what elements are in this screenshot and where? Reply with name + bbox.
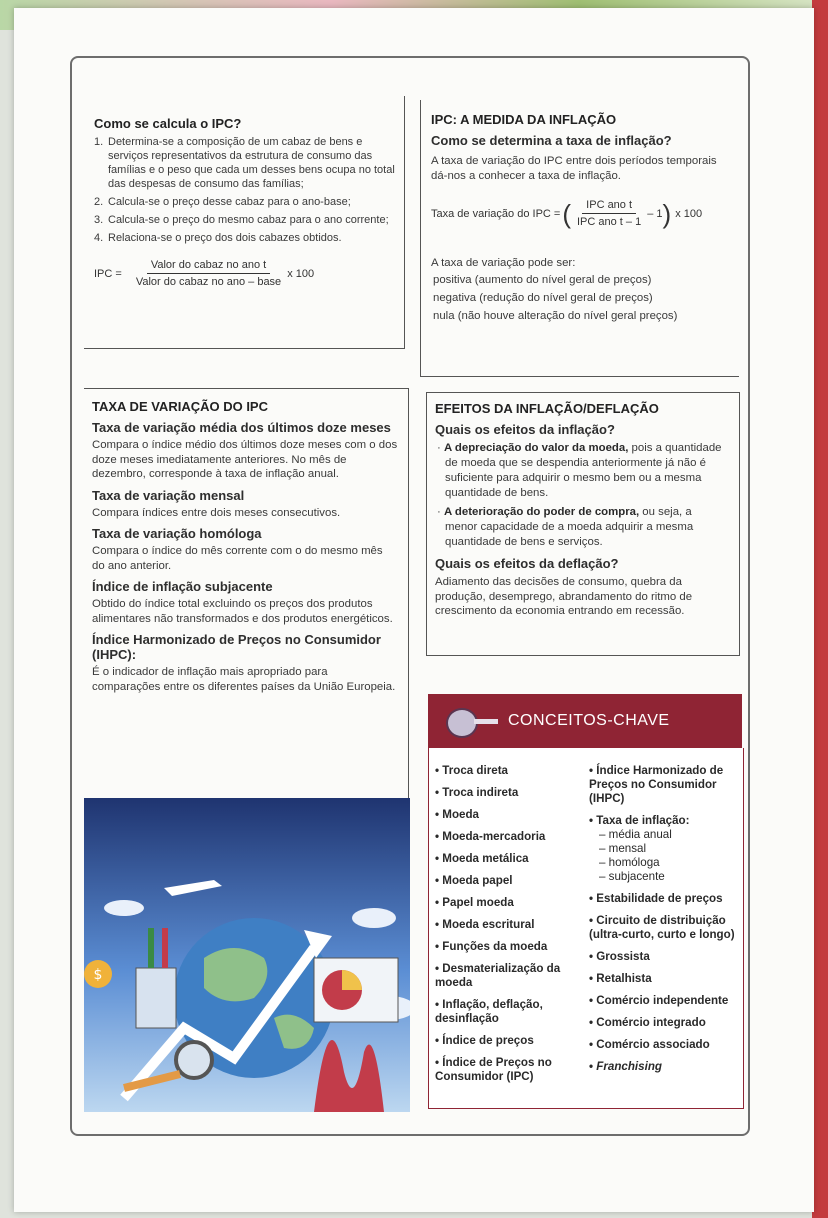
conceito-label: Comércio associado (596, 1038, 710, 1051)
conceito-item (589, 1060, 741, 1074)
conceito-label: Comércio independente (596, 994, 729, 1007)
ipc-denominator: Valor do cabaz no ano – base (135, 276, 282, 288)
calc-title: Como se calcula o IPC? (94, 116, 242, 131)
inflation-denominator: IPC ano t – 1 (577, 216, 642, 228)
cloud-icon (104, 900, 144, 916)
background-binder (812, 0, 828, 1218)
conceitos-header (428, 694, 742, 748)
calc-step-text: Determina-se a composição de um cabaz de bens e serviços representativos da estrutura de consumo das famílias e o peso que cada um desses bens ocupa no total das despesas de consumo das famílias; (108, 136, 395, 190)
illustration-svg (84, 798, 410, 1112)
conceito-subitem: – homóloga (599, 856, 660, 869)
taxa-block-heading: Índice Harmonizado de Preços no Consumidor (IHPC): (92, 632, 381, 662)
bullet-icon: • (589, 764, 597, 777)
taxa-block-text: É o indicador de inflação mais apropriado para comparações entre os diferentes países da União Europeia. (92, 666, 396, 693)
efeitos-q1: Quais os efeitos da inflação? (435, 422, 615, 437)
conceito-item (589, 814, 741, 828)
conceito-label: Retalhista (596, 972, 652, 985)
bullet-icon: • (589, 1060, 597, 1073)
conceito-label: Funções da moeda (442, 940, 548, 953)
inflation-fraction (577, 199, 641, 228)
bullet-icon: • (435, 764, 443, 777)
conceito-label: Moeda-mercadoria (442, 830, 546, 843)
bullet-icon: · (437, 442, 444, 454)
variation-item: negativa (redução do nível geral de preços) (433, 291, 653, 304)
conceito-label: Comércio integrado (596, 1016, 706, 1029)
taxa-block-heading: Índice de inflação subjacente (92, 579, 273, 594)
inflation-formula-lhs: Taxa de variação do IPC = (431, 207, 561, 220)
variation-intro: A taxa de variação pode ser: (431, 257, 576, 269)
conceito-label: Moeda escritural (442, 918, 535, 931)
conceito-subitem: – média anual (599, 828, 672, 841)
conceito-label: Troca indireta (442, 786, 519, 799)
bullet-icon: • (589, 1016, 597, 1029)
up-arrow-icon (148, 928, 154, 968)
calc-step (94, 195, 404, 209)
conceito-label: Moeda metálica (442, 852, 529, 865)
conceito-item (435, 940, 575, 954)
conceito-item (435, 830, 575, 844)
taxa-title: TAXA DE VARIAÇÃO DO IPC (92, 399, 268, 414)
conceito-item (435, 786, 575, 800)
globe-land (204, 948, 267, 1001)
conceito-item (589, 950, 741, 964)
conceito-item (435, 998, 575, 1026)
ipc-fraction (136, 259, 281, 288)
conceito-sublist (589, 828, 741, 884)
efeitos-item-bold: A deterioração do poder de compra, (443, 506, 640, 518)
conceito-item (589, 1016, 741, 1030)
conceito-item (589, 1038, 741, 1052)
calc-step-number: 3. (94, 214, 104, 226)
calc-step-text: Calcula-se o preço do mesmo cabaz para o ano corrente; (108, 214, 389, 226)
bullet-icon: • (435, 918, 443, 931)
taxa-block-heading: Taxa de variação homóloga (92, 526, 262, 541)
inflation-formula (431, 199, 739, 228)
conceito-item (435, 764, 575, 778)
medida-question: Como se determina a taxa de inflação? (431, 133, 672, 148)
conceito-label: Troca direta (442, 764, 509, 777)
bullet-icon: • (589, 950, 597, 963)
conceito-label: Moeda (442, 808, 479, 821)
taxa-block-heading: Taxa de variação mensal (92, 487, 245, 503)
efeitos-item-text: ou seja, a menor capacidade de a moeda adquirir a mesma quantidade de bens e serviços. (445, 506, 694, 548)
calc-step (94, 135, 404, 191)
taxa-box (84, 388, 409, 799)
svg-text:$: $ (93, 967, 103, 983)
bullet-icon: • (435, 852, 443, 865)
bullet-icon: • (435, 830, 443, 843)
conceito-item (589, 972, 741, 986)
conceito-label: Papel moeda (442, 896, 514, 909)
conceito-item (435, 808, 575, 822)
calc-step-number: 2. (94, 196, 104, 208)
conceitos-title: CONCEITOS-CHAVE (508, 712, 670, 729)
calculator-icon (136, 968, 176, 1028)
conceito-label: Índice de Preços no Consumidor (IPC) (435, 1056, 552, 1083)
efeitos-item-bold: A depreciação do valor da moeda, (443, 442, 629, 454)
taxa-block-text: Compara o índice do mês corrente com o do mesmo mês do ano anterior. (92, 545, 383, 572)
taxa-block-text: Compara o índice médio dos últimos doze meses com o dos doze meses imediatamente anteriores. No mês de dezembro, corresponde à taxa de inflação anual. (92, 439, 398, 480)
efeitos-item (435, 505, 725, 550)
calc-box (84, 96, 405, 349)
bullet-icon: • (589, 914, 597, 927)
bullet-icon: • (589, 892, 597, 905)
bullet-icon: • (435, 1034, 443, 1047)
conceito-item (435, 1034, 575, 1048)
bullet-icon: • (589, 814, 597, 827)
inflation-minus: – 1 (647, 207, 663, 220)
conceito-label: Estabilidade de preços (596, 892, 723, 905)
conceito-label: Grossista (596, 950, 650, 963)
conceitos-body (428, 748, 744, 1109)
efeitos-text2: Adiamento das decisões de consumo, quebra da produção, desemprego, abrandamento do ritmo de crescimento da economia entrando em recessão. (435, 576, 693, 617)
conceito-label: Índice de preços (442, 1034, 534, 1047)
medida-box (420, 100, 739, 377)
bullet-icon: • (435, 998, 443, 1011)
conceito-label: Taxa de inflação: (596, 814, 690, 827)
bullet-icon: • (435, 896, 443, 909)
bullet-icon: • (435, 808, 443, 821)
bullet-icon: • (435, 1056, 443, 1069)
ipc-factor: x 100 (287, 267, 315, 280)
down-arrow-icon (162, 928, 168, 968)
key-shaft-icon (474, 719, 498, 724)
conceito-item (589, 994, 741, 1008)
efeitos-q2: Quais os efeitos da deflação? (435, 556, 619, 571)
conceito-item (435, 918, 575, 932)
ipc-numerator: Valor do cabaz no ano t (147, 259, 270, 274)
conceito-item (435, 962, 575, 990)
conceito-label: Moeda papel (442, 874, 513, 887)
bullet-icon: · (437, 506, 444, 518)
bullet-icon: • (435, 940, 443, 953)
calc-step-number: 4. (94, 232, 104, 244)
ipc-formula-lhs: IPC = (94, 267, 122, 280)
conceito-item (589, 914, 741, 942)
bullet-icon: • (435, 962, 443, 975)
efeitos-box (426, 392, 740, 656)
conceito-label: Desmaterialização da moeda (435, 962, 561, 989)
right-paren: ) (662, 198, 672, 229)
bullet-icon: • (589, 994, 597, 1007)
inflation-illustration (84, 798, 410, 1112)
calc-step-number: 1. (94, 136, 104, 148)
variation-list (431, 273, 739, 324)
efeitos-items (435, 441, 725, 550)
conceito-label: Inflação, deflação, desinflação (435, 998, 543, 1025)
efeitos-item (435, 441, 725, 501)
conceito-item (589, 764, 741, 806)
conceito-label: Circuito de distribuição (ultra-curto, curto e longo) (589, 914, 735, 941)
conceito-item (435, 874, 575, 888)
inflation-factor: x 100 (675, 207, 703, 220)
calc-step (94, 231, 404, 245)
conceito-item (435, 852, 575, 866)
calc-step-text: Relaciona-se o preço dos dois cabazes obtidos. (108, 232, 342, 244)
calc-step (94, 213, 404, 227)
cloud-icon (352, 908, 396, 928)
bullet-icon: • (435, 874, 443, 887)
conceito-subitem: – mensal (599, 842, 647, 855)
magnifier-icon (176, 1042, 212, 1078)
efeitos-item-text: pois a quantidade de moeda que se despendia anteriormente já não é suficiente para adquirir o mesmo bem ou a mesma quantidade de bens. (445, 442, 722, 499)
taxa-block-text: Compara índices entre dois meses consecutivos. (92, 506, 341, 519)
conceito-item (435, 1056, 575, 1084)
medida-title: IPC: A MEDIDA DA INFLAÇÃO (431, 112, 617, 127)
bullet-icon: • (435, 786, 443, 799)
efeitos-title: EFEITOS DA INFLAÇÃO/DEFLAÇÃO (435, 401, 659, 416)
inflation-numerator: IPC ano t (582, 199, 636, 214)
taxa-block-heading: Taxa de variação média dos últimos doze meses (92, 420, 391, 435)
conceitos-left-column (435, 764, 575, 1092)
conceito-label: Franchising (596, 1060, 662, 1073)
calc-step-text: Calcula-se o preço desse cabaz para o ano-base; (108, 196, 351, 208)
medida-text: A taxa de variação do IPC entre dois períodos temporais dá-nos a conhecer a taxa de inflação. (431, 155, 717, 182)
variation-item: nula (não houve alteração do nível geral preços) (433, 309, 678, 322)
conceito-label: Índice Harmonizado de Preços no Consumidor (IHPC) (589, 764, 724, 805)
calc-steps (94, 135, 404, 245)
taxa-block-text: Obtido do índice total excluindo os preços dos produtos alimentares não transformados e dos produtos energéticos. (92, 598, 393, 625)
conceito-item (589, 892, 741, 906)
bullet-icon: • (589, 1038, 597, 1051)
conceito-item (435, 896, 575, 910)
conceitos-right-column (589, 764, 741, 1082)
bullet-icon: • (589, 972, 597, 985)
conceito-subitem: – subjacente (599, 870, 665, 883)
variation-item: positiva (aumento do nível geral de preços) (433, 273, 652, 286)
left-paren: ( (562, 198, 571, 229)
ipc-formula (94, 259, 404, 288)
